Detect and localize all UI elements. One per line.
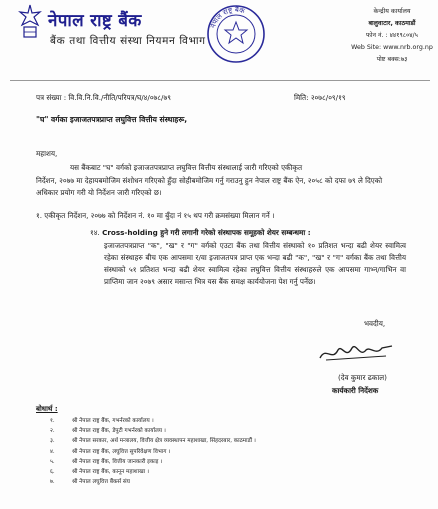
item-14-number: १४.	[90, 228, 100, 237]
list-item: २. श्री नेपाल राष्ट्र बैंक, डेपुटी गभर्नरको कार्यालय ।	[50, 428, 166, 435]
official-seal-icon	[206, 4, 266, 64]
office-address: बालुवाटार, काठमाडौं	[368, 20, 416, 27]
list-item: १. श्री नेपाल राष्ट्र बैंक, गभर्नरको कार्यालय ।	[50, 418, 154, 424]
salutation: महाशय,	[36, 149, 58, 158]
reference-number: पत्र संख्या : वि.वि.नि.वि./नीति/परिपत्र/घ/४/०७८/७९	[36, 93, 171, 102]
list-item: ५. श्री नेपाल राष्ट्र बैंक, वित्तीय जानकारी इकाइ ।	[50, 458, 163, 465]
website: Web Site: www.nrb.org.np	[351, 44, 433, 51]
org-name: नेपाल राष्ट्र बैंक	[48, 11, 142, 31]
seal-text: नेपाल राष्ट्र बैंक	[208, 5, 246, 30]
list-item: ४. श्री नेपाल राष्ट्र बैंक, लघुवित्त सुपरिवेक्षण विभाग ।	[50, 448, 171, 455]
list-item: ३. श्री नेपाल सरकार, अर्थ मन्त्रालय, वित्तीय क्षेत्र व्यवस्थापन महाशाखा, सिंहदरबार, काठमाडौं ।	[50, 438, 256, 445]
signer-title: कार्यकारी निर्देशक	[332, 386, 379, 395]
phone-number: फोन नं. : ४४१९८०४/५	[366, 32, 418, 39]
signer-name: (देव कुमार ढकाल)	[338, 373, 387, 382]
contact-block	[348, 6, 436, 66]
header-divider	[10, 80, 430, 81]
department-name: बैंक तथा वित्तीय संस्था नियमन विभाग	[50, 35, 206, 47]
list-item: ७. श्री नेपाल लघुवित्त बैंकर्स संघ	[50, 479, 130, 486]
cc-list	[50, 416, 350, 487]
intro-paragraph-line1: यस बैंकबाट "घ" वर्गको इजाजतपत्रप्राप्त लघुवित्त वित्तीय संस्थालाई जारी गरिएको एकीकृत	[70, 163, 303, 172]
directive-item-1: १. एकीकृत निर्देशन, २०७७ को निर्देशन नं. १० मा बुँदा नं १५ थप गरी क्रमसंख्या मिलान गर्ने ।	[36, 211, 275, 220]
directive-item-14-body: इजाजतपत्रप्राप्त "क", "ख" र "ग" वर्गको एउटा बैंक तथा वित्तीय संस्थाको १० प्रतिशत भन्दा बढी शेयर स्वामित्व रहेका संस्थाहरु बीच एक आपसमा र/वा इजाजतपत्र प्राप्त एक भन्दा बढी "क", "ख" र "ग" वर्गका बैंक तथा वित्तीय संस्थाको ५१ प्रतिशत भन्दा बढी शेयर स्वामित्व रहेका लघुवित्त वित्तीय संस्थाहरुले एक आपसमा गाभ्न/गाभिन वा प्राप्तिमा जान २०७९ असार मसान्त भित्र यस बैंक समक्ष कार्ययोजना पेश गर्नु पर्नेछ।	[104, 241, 406, 286]
closing-regards: भवदीय,	[364, 319, 386, 328]
office-label: केन्द्रीय कार्यालय	[373, 8, 411, 15]
cc-heading: बोधार्थ :	[36, 405, 58, 413]
directive-item-14-title	[90, 227, 410, 239]
intro-paragraph-rest: निर्देशन, २०७७ मा देहायबमोजिम संशोधन गरिएको हुँदा सोहीबमोजिम गर्नु गराउनु हुन नेपाल राष्ट्र बैंक ऐन, २०५८ को दफा ७९ ले दिएको अधिकार प्रयोग गरी यो निर्देशन जारी गरिएको छ।	[36, 176, 383, 197]
po-box: पोष्ट बक्स:७३	[376, 56, 408, 63]
nrb-logo-icon	[16, 3, 44, 41]
letter-date: मिति: २०७८/०९/१९	[294, 93, 346, 102]
addressee: "घ" वर्गका इजाजतपत्रप्राप्त लघुवित्त वित्तीय संस्थाहरू,	[36, 115, 188, 124]
signature-icon	[316, 340, 396, 366]
item-14-heading: Cross-holding हुने गरी लगानी गरेको संस्थापक समूहको शेयर सम्बन्धमा :	[102, 228, 311, 237]
list-item: ६. श्री नेपाल राष्ट्र बैंक, कानून महाशाखा ।	[50, 469, 149, 476]
